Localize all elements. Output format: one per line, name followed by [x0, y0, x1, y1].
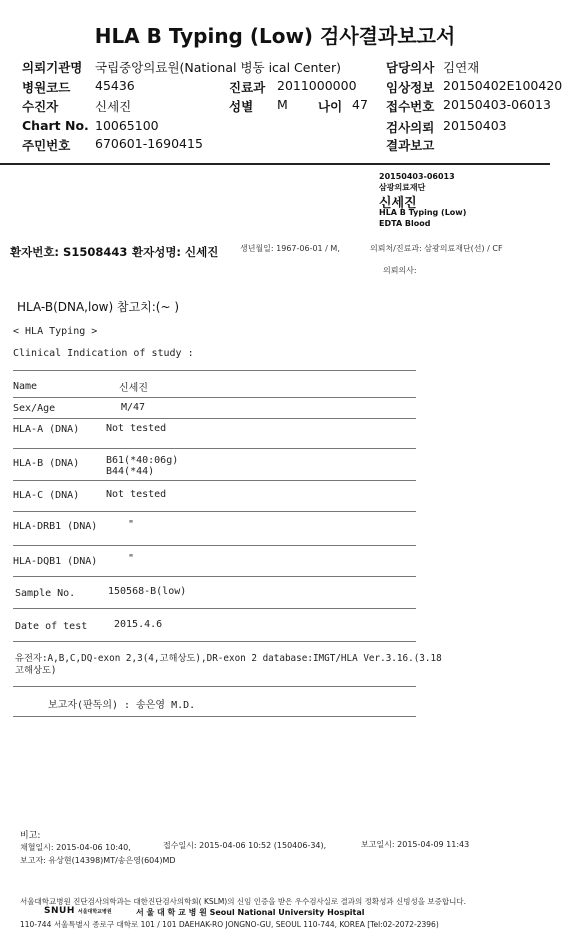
reporter: 보고자(판독의) : 송은영 M.D. — [48, 700, 196, 711]
note-label: 비고: — [20, 831, 41, 841]
header-label: 진료과 — [229, 80, 266, 95]
header-label: 수진자 — [22, 99, 59, 114]
header-label: 담당의사 — [386, 60, 435, 75]
hla-drb1-value: " — [128, 519, 135, 530]
header-label: Chart No. — [22, 118, 89, 133]
label-test: HLA B Typing (Low) — [379, 208, 467, 217]
divider-line — [13, 418, 416, 419]
divider-line — [13, 608, 416, 609]
certification-text: 서울대학교병원 진단검사의학과는 대한진단검사의학회( KSLM)의 신임 인증을 받은 우수검사실로 결과의 정확성과 신빙성을 보증합니다. — [20, 897, 467, 906]
header-label: 나이 — [318, 99, 343, 114]
hla-a-value: Not tested — [106, 423, 167, 434]
hospital-address: 110-744 서울특별시 종로구 대학로 101 / 101 DAEHAK-RO JONGNO-GU, SEOUL 110-744, KOREA [Tel:02-2072-2396) — [20, 920, 439, 929]
reported-time: 보고일시: 2015-04-09 11:43 — [361, 840, 470, 849]
typing-heading: < HLA Typing > — [13, 326, 98, 337]
section-title: HLA-B(DNA,low) 참고치:(~ ) — [17, 300, 180, 314]
header-value: 670601-1690415 — [95, 136, 203, 151]
header-label: 검사의뢰 — [386, 120, 435, 135]
header-label: 주민번호 — [22, 138, 71, 153]
sample-no-label: Sample No. — [15, 588, 76, 599]
header-value: 신세진 — [95, 99, 132, 114]
divider-line — [13, 370, 416, 371]
hla-b-value-2: B44(*44) — [106, 466, 155, 477]
hla-c-value: Not tested — [106, 489, 167, 500]
header-value: 47 — [352, 97, 368, 112]
hla-b-value: B61(*40:06g) — [106, 455, 179, 466]
date-of-test-value: 2015.4.6 — [114, 619, 163, 630]
header-label: 의뢰기관명 — [22, 60, 83, 75]
sex-age-label: Sex/Age — [13, 403, 56, 414]
header-label: 접수번호 — [386, 99, 435, 114]
header-divider — [0, 163, 550, 165]
gene-note-line-2: 고해상도) — [15, 665, 57, 676]
patient-name: 환자성명: 신세진 — [132, 245, 219, 259]
header-value: 20150402E100420 — [443, 78, 562, 93]
divider-line — [13, 511, 416, 512]
hla-c-label: HLA-C (DNA) — [13, 490, 80, 501]
hla-drb1-label: HLA-DRB1 (DNA) — [13, 521, 98, 532]
patient-id: 환자번호: S1508443 — [10, 245, 128, 259]
divider-line — [13, 576, 416, 577]
hospital-logo — [44, 906, 112, 916]
name-label: Name — [13, 381, 38, 392]
header-value: M — [277, 97, 288, 112]
hla-a-label: HLA-A (DNA) — [13, 424, 80, 435]
header-value: 김연재 — [443, 60, 480, 75]
collected-time: 채혈일시: 2015-04-06 10:40, — [20, 843, 131, 852]
hla-b-label: HLA-B (DNA) — [13, 458, 80, 469]
received-time: 접수일시: 2015-04-06 10:52 (150406-34), — [163, 841, 327, 850]
divider-line — [13, 448, 416, 449]
label-org: 삼광의료재단 — [379, 183, 426, 192]
label-name: 신세진 — [379, 196, 417, 211]
header-value: 20150403 — [443, 118, 507, 133]
divider-line — [13, 545, 416, 546]
hla-dqb1-value: " — [128, 553, 135, 564]
divider-line — [13, 480, 416, 481]
name-value: 신세진 — [119, 383, 148, 394]
header-value: 2011000000 — [277, 78, 357, 93]
hospital-name: 서 울 대 학 교 병 원 Seoul National University Hospital — [136, 908, 365, 917]
divider-line — [13, 686, 416, 687]
patient-referral: 의뢰처/진료과: 삼광의료재단(선) / CF — [370, 244, 503, 253]
label-number: 20150403-06013 — [379, 172, 455, 181]
header-label: 결과보고 — [386, 138, 435, 153]
gene-note-line-1: 유전자:A,B,C,DQ-exon 2,3(4,고해상도),DR-exon 2 database:IMGT/HLA Ver.3.16.(3.18 — [15, 653, 442, 664]
header-value: 45436 — [95, 78, 135, 93]
footer-reporter: 보고자: 유상현(14398)MT/송은영(604)MD — [20, 856, 176, 865]
report-title: HLA B Typing (Low) 검사결과보고서 — [94, 24, 456, 48]
divider-line — [13, 397, 416, 398]
header-label: 병원코드 — [22, 80, 71, 95]
hla-dqb1-label: HLA-DQB1 (DNA) — [13, 556, 98, 567]
clinical-indication: Clinical Indication of study : — [13, 348, 194, 359]
patient-doctor: 의뢰의사: — [383, 266, 417, 275]
patient-birth: 생년월일: 1967-06-01 / M, — [240, 244, 340, 253]
sample-no-value: 150568-B(low) — [108, 586, 187, 597]
header-label: 임상정보 — [386, 80, 435, 95]
header-label: 성별 — [229, 99, 254, 114]
header-value: 국립중앙의료원(National 병동 ical Center) — [95, 60, 341, 75]
label-tube: EDTA Blood — [379, 219, 431, 228]
header-value: 10065100 — [95, 118, 159, 133]
date-of-test-label: Date of test — [15, 621, 88, 632]
sex-age-value: M/47 — [121, 402, 146, 413]
divider-line — [13, 641, 416, 642]
header-value: 20150403-06013 — [443, 97, 551, 112]
divider-line — [13, 716, 416, 717]
logo-text: SNUH — [44, 906, 75, 916]
logo-subtext: 서울대학교병원 — [77, 908, 112, 915]
